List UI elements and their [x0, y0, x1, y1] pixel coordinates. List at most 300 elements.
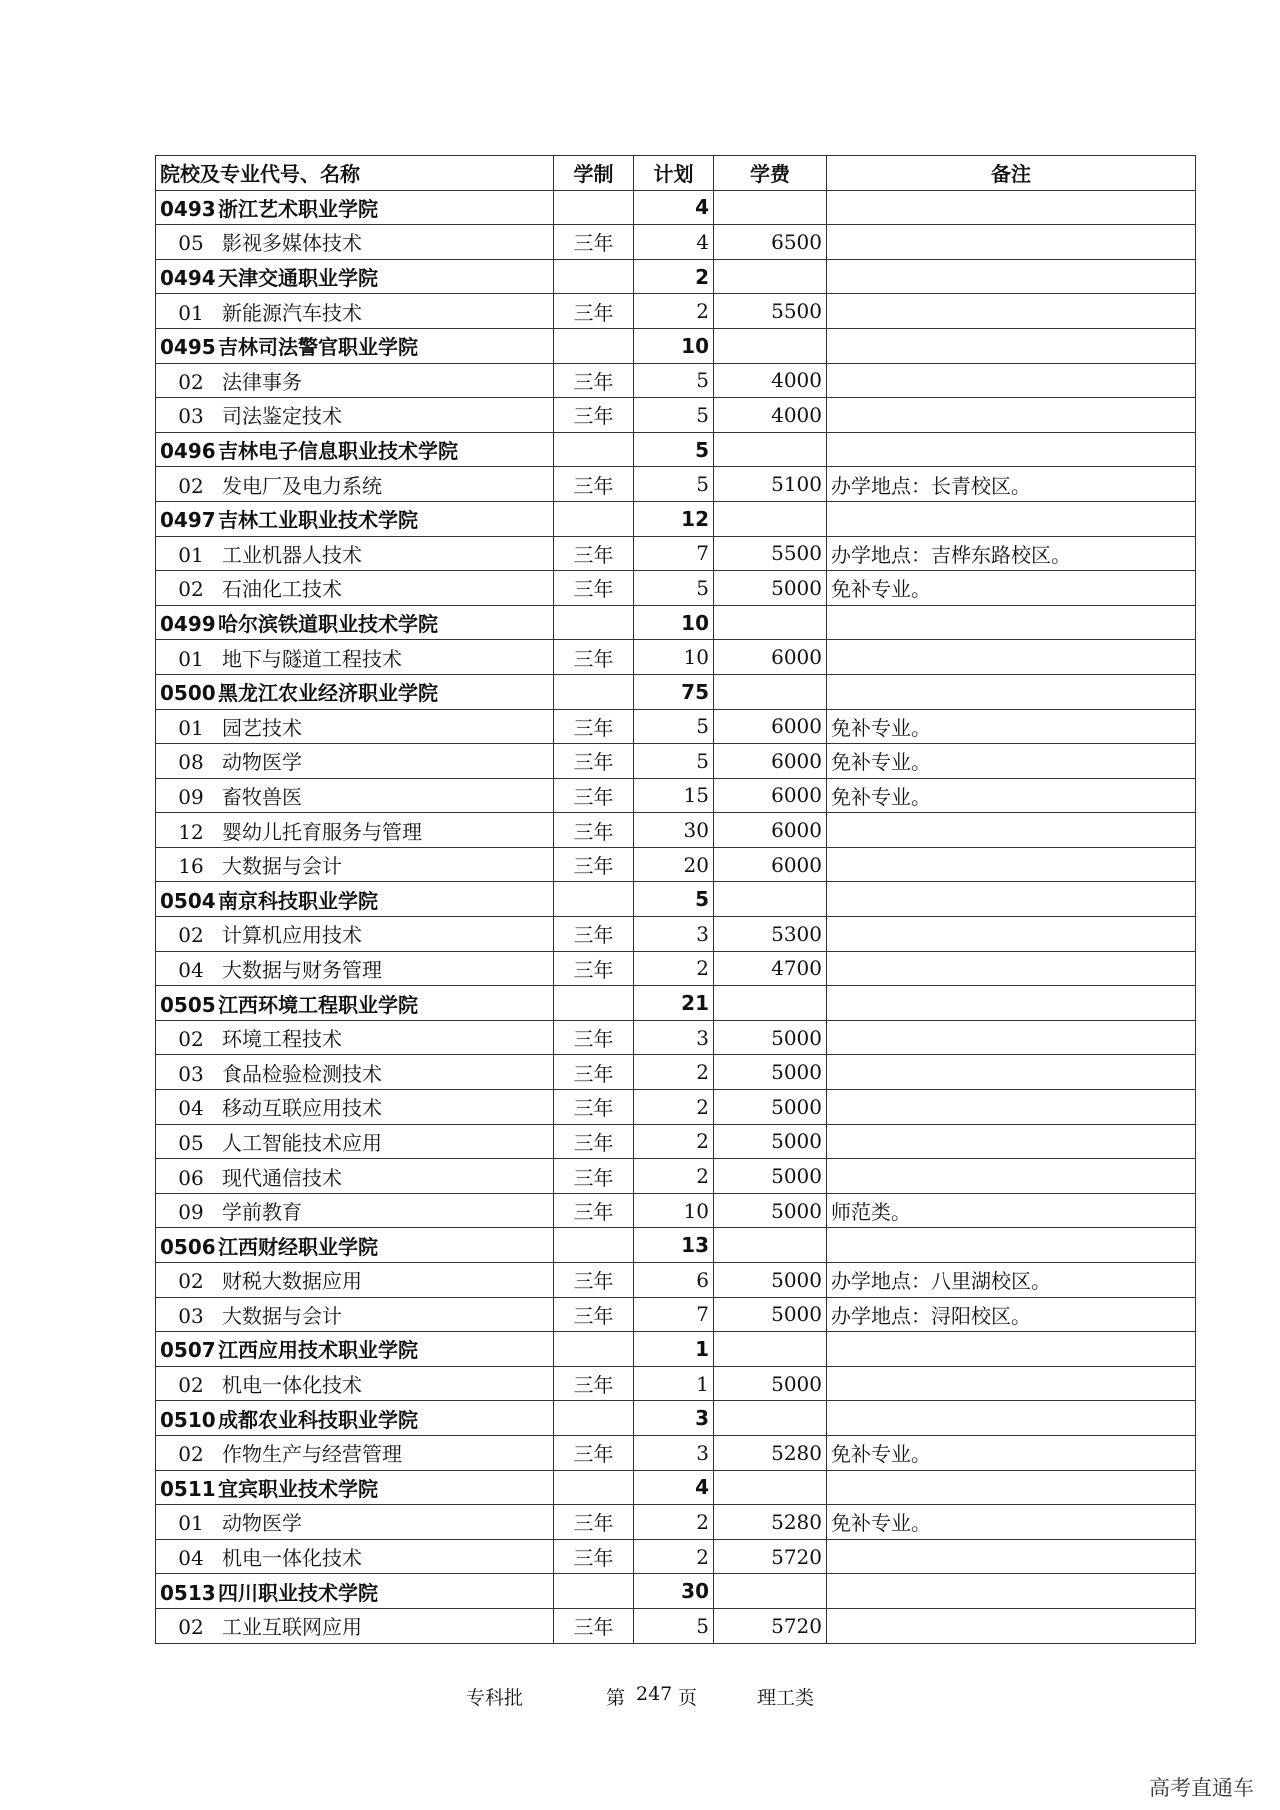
- note-cell: 免补专业。: [827, 778, 1196, 813]
- plan-cell: 5: [634, 571, 714, 606]
- institution-name: 吉林工业职业技术学院: [218, 508, 418, 533]
- major-code: 16: [178, 854, 204, 879]
- major-code: 02: [178, 369, 204, 394]
- plan-cell: 5: [634, 363, 714, 398]
- name-cell: [156, 1401, 554, 1436]
- name-cell: [156, 744, 554, 779]
- major-row: [156, 1297, 1196, 1332]
- fee-cell: [714, 1470, 827, 1505]
- plan-cell: 2: [634, 1124, 714, 1159]
- header-plan: 计划: [634, 156, 714, 191]
- years-cell: [554, 1574, 634, 1609]
- name-cell: [156, 294, 554, 329]
- plan-cell: 5: [634, 709, 714, 744]
- note-cell: [827, 328, 1196, 363]
- name-cell: [156, 1159, 554, 1194]
- institution-row: [156, 432, 1196, 467]
- years-cell: [554, 1470, 634, 1505]
- plan-cell: 10: [634, 328, 714, 363]
- institution-row: [156, 605, 1196, 640]
- plan-cell: 5: [634, 398, 714, 433]
- note-cell: 师范类。: [827, 1193, 1196, 1228]
- major-row: [156, 744, 1196, 779]
- fee-cell: 5500: [714, 536, 827, 571]
- major-code: 03: [178, 404, 204, 429]
- name-cell: [156, 328, 554, 363]
- institution-name: 吉林司法警官职业学院: [218, 335, 418, 360]
- institution-name: 黑龙江农业经济职业学院: [218, 681, 438, 706]
- major-name: 法律事务: [222, 369, 302, 394]
- major-name: 动物医学: [222, 750, 302, 775]
- years-cell: 三年: [554, 1193, 634, 1228]
- note-cell: [827, 432, 1196, 467]
- name-cell: [156, 1505, 554, 1540]
- name-cell: [156, 1090, 554, 1125]
- note-cell: [827, 1055, 1196, 1090]
- major-code: 08: [178, 750, 204, 775]
- fee-cell: [714, 986, 827, 1021]
- major-name: 园艺技术: [222, 715, 302, 740]
- major-name: 现代通信技术: [222, 1165, 342, 1190]
- institution-code: 0493: [160, 196, 216, 221]
- note-cell: [827, 951, 1196, 986]
- note-cell: [827, 1090, 1196, 1125]
- major-name: 畜牧兽医: [222, 784, 302, 809]
- header-name: 院校及专业代号、名称: [156, 156, 554, 191]
- institution-row: [156, 501, 1196, 536]
- fee-cell: [714, 674, 827, 709]
- major-code: 02: [178, 473, 204, 498]
- fee-cell: 5300: [714, 917, 827, 952]
- major-code: 02: [178, 1027, 204, 1052]
- years-cell: [554, 605, 634, 640]
- fee-cell: [714, 1228, 827, 1263]
- institution-row: [156, 1401, 1196, 1436]
- plan-cell: 5: [634, 467, 714, 502]
- years-cell: 三年: [554, 917, 634, 952]
- plan-cell: 10: [634, 1193, 714, 1228]
- note-cell: 办学地点：长青校区。: [827, 467, 1196, 502]
- plan-cell: 10: [634, 640, 714, 675]
- fee-cell: 6000: [714, 813, 827, 848]
- fee-cell: 6000: [714, 709, 827, 744]
- name-cell: [156, 190, 554, 225]
- plan-cell: 4: [634, 1470, 714, 1505]
- years-cell: [554, 882, 634, 917]
- institution-name: 江西应用技术职业学院: [218, 1338, 418, 1363]
- major-row: [156, 1020, 1196, 1055]
- major-code: 02: [178, 1269, 204, 1294]
- plan-cell: 12: [634, 501, 714, 536]
- note-cell: [827, 882, 1196, 917]
- note-cell: [827, 605, 1196, 640]
- major-code: 12: [178, 819, 204, 844]
- note-cell: 免补专业。: [827, 709, 1196, 744]
- plan-cell: 10: [634, 605, 714, 640]
- major-row: [156, 1539, 1196, 1574]
- name-cell: [156, 432, 554, 467]
- fee-cell: [714, 432, 827, 467]
- major-code: 02: [178, 1373, 204, 1398]
- fee-cell: 5000: [714, 1366, 827, 1401]
- major-row: [156, 709, 1196, 744]
- major-code: 02: [178, 577, 204, 602]
- note-cell: [827, 225, 1196, 260]
- major-name: 婴幼儿托育服务与管理: [222, 819, 422, 844]
- fee-cell: [714, 501, 827, 536]
- years-cell: 三年: [554, 1297, 634, 1332]
- name-cell: [156, 1193, 554, 1228]
- major-code: 05: [178, 231, 204, 256]
- years-cell: [554, 1228, 634, 1263]
- years-cell: [554, 259, 634, 294]
- major-name: 作物生产与经营管理: [222, 1442, 402, 1467]
- fee-cell: 5000: [714, 1193, 827, 1228]
- name-cell: [156, 674, 554, 709]
- major-code: 01: [178, 300, 204, 325]
- major-name: 环境工程技术: [222, 1027, 342, 1052]
- institution-code: 0506: [160, 1234, 216, 1259]
- plan-cell: 13: [634, 1228, 714, 1263]
- major-name: 财税大数据应用: [222, 1269, 362, 1294]
- institution-row: [156, 1470, 1196, 1505]
- name-cell: [156, 1608, 554, 1643]
- major-name: 机电一体化技术: [222, 1373, 362, 1398]
- major-name: 大数据与会计: [222, 1303, 342, 1328]
- major-row: [156, 847, 1196, 882]
- name-cell: [156, 605, 554, 640]
- institution-code: 0507: [160, 1338, 216, 1363]
- footer-page-suffix: 页: [678, 1687, 698, 1709]
- years-cell: 三年: [554, 1090, 634, 1125]
- fee-cell: 4700: [714, 951, 827, 986]
- footer-page-number: 247: [636, 1683, 673, 1705]
- years-cell: 三年: [554, 225, 634, 260]
- note-cell: 办学地点：八里湖校区。: [827, 1263, 1196, 1298]
- years-cell: 三年: [554, 398, 634, 433]
- institution-name: 吉林电子信息职业技术学院: [218, 439, 458, 464]
- note-cell: 免补专业。: [827, 571, 1196, 606]
- institution-code: 0497: [160, 508, 216, 533]
- years-cell: 三年: [554, 813, 634, 848]
- years-cell: 三年: [554, 467, 634, 502]
- major-name: 移动互联应用技术: [222, 1096, 382, 1121]
- note-cell: [827, 1574, 1196, 1609]
- years-cell: 三年: [554, 744, 634, 779]
- plan-cell: 15: [634, 778, 714, 813]
- institution-name: 江西环境工程职业学院: [218, 992, 418, 1017]
- plan-cell: 2: [634, 1159, 714, 1194]
- major-name: 机电一体化技术: [222, 1546, 362, 1571]
- years-cell: 三年: [554, 1435, 634, 1470]
- fee-cell: [714, 259, 827, 294]
- institution-row: [156, 986, 1196, 1021]
- name-cell: [156, 882, 554, 917]
- years-cell: [554, 432, 634, 467]
- institution-code: 0510: [160, 1407, 216, 1432]
- years-cell: 三年: [554, 847, 634, 882]
- note-cell: 免补专业。: [827, 1435, 1196, 1470]
- institution-row: [156, 190, 1196, 225]
- fee-cell: 6000: [714, 847, 827, 882]
- major-row: [156, 571, 1196, 606]
- plan-cell: 5: [634, 882, 714, 917]
- name-cell: [156, 467, 554, 502]
- name-cell: [156, 1055, 554, 1090]
- major-row: [156, 1124, 1196, 1159]
- institution-name: 哈尔滨铁道职业技术学院: [218, 612, 438, 637]
- name-cell: [156, 640, 554, 675]
- fee-cell: 5720: [714, 1608, 827, 1643]
- major-row: [156, 294, 1196, 329]
- major-row: [156, 1366, 1196, 1401]
- fee-cell: 5000: [714, 1124, 827, 1159]
- name-cell: [156, 1124, 554, 1159]
- name-cell: [156, 1366, 554, 1401]
- major-row: [156, 951, 1196, 986]
- institution-name: 江西财经职业学院: [218, 1234, 378, 1259]
- note-cell: [827, 398, 1196, 433]
- institution-name: 四川职业技术学院: [218, 1580, 378, 1605]
- institution-code: 0499: [160, 612, 216, 637]
- plan-cell: 5: [634, 432, 714, 467]
- plan-cell: 2: [634, 1090, 714, 1125]
- major-code: 06: [178, 1165, 204, 1190]
- major-code: 03: [178, 1303, 204, 1328]
- name-cell: [156, 398, 554, 433]
- fee-cell: 6500: [714, 225, 827, 260]
- fee-cell: 5000: [714, 571, 827, 606]
- major-row: [156, 1193, 1196, 1228]
- fee-cell: 4000: [714, 363, 827, 398]
- years-cell: 三年: [554, 294, 634, 329]
- plan-cell: 4: [634, 190, 714, 225]
- plan-cell: 1: [634, 1332, 714, 1367]
- note-cell: [827, 1124, 1196, 1159]
- fee-cell: 5000: [714, 1159, 827, 1194]
- years-cell: 三年: [554, 1608, 634, 1643]
- plan-cell: 5: [634, 744, 714, 779]
- note-cell: [827, 813, 1196, 848]
- institution-code: 0500: [160, 681, 216, 706]
- years-cell: 三年: [554, 1159, 634, 1194]
- note-cell: [827, 1332, 1196, 1367]
- major-row: [156, 536, 1196, 571]
- major-code: 02: [178, 1442, 204, 1467]
- name-cell: [156, 1228, 554, 1263]
- major-name: 工业互联网应用: [222, 1615, 362, 1640]
- institution-code: 0494: [160, 266, 216, 291]
- institution-code: 0496: [160, 439, 216, 464]
- major-code: 01: [178, 542, 204, 567]
- note-cell: [827, 1020, 1196, 1055]
- footer-category: 理工类: [757, 1687, 815, 1709]
- fee-cell: 5500: [714, 294, 827, 329]
- major-name: 大数据与财务管理: [222, 957, 382, 982]
- fee-cell: [714, 1574, 827, 1609]
- major-code: 03: [178, 1061, 204, 1086]
- fee-cell: [714, 882, 827, 917]
- years-cell: [554, 1401, 634, 1436]
- note-cell: 免补专业。: [827, 744, 1196, 779]
- years-cell: 三年: [554, 951, 634, 986]
- plan-cell: 2: [634, 294, 714, 329]
- institution-name: 南京科技职业学院: [218, 888, 378, 913]
- plan-cell: 4: [634, 225, 714, 260]
- plan-cell: 6: [634, 1263, 714, 1298]
- plan-cell: 3: [634, 1401, 714, 1436]
- fee-cell: 5000: [714, 1297, 827, 1332]
- note-cell: [827, 674, 1196, 709]
- major-name: 影视多媒体技术: [222, 231, 362, 256]
- years-cell: [554, 328, 634, 363]
- major-row: [156, 398, 1196, 433]
- name-cell: [156, 847, 554, 882]
- fee-cell: 5000: [714, 1020, 827, 1055]
- major-code: 09: [178, 784, 204, 809]
- admission-plan-table: [155, 155, 1196, 1644]
- note-cell: [827, 1608, 1196, 1643]
- major-row: [156, 363, 1196, 398]
- plan-cell: 3: [634, 1020, 714, 1055]
- note-cell: [827, 986, 1196, 1021]
- plan-cell: 5: [634, 1608, 714, 1643]
- note-cell: 免补专业。: [827, 1505, 1196, 1540]
- plan-cell: 75: [634, 674, 714, 709]
- note-cell: [827, 917, 1196, 952]
- major-row: [156, 1505, 1196, 1540]
- major-row: [156, 813, 1196, 848]
- fee-cell: [714, 190, 827, 225]
- years-cell: 三年: [554, 571, 634, 606]
- institution-row: [156, 328, 1196, 363]
- name-cell: [156, 259, 554, 294]
- fee-cell: 5100: [714, 467, 827, 502]
- header-years: 学制: [554, 156, 634, 191]
- major-row: [156, 1159, 1196, 1194]
- major-name: 地下与隧道工程技术: [222, 646, 402, 671]
- name-cell: [156, 1539, 554, 1574]
- watermark: 高考直通车: [1149, 1776, 1254, 1800]
- major-code: 02: [178, 923, 204, 948]
- major-code: 01: [178, 1511, 204, 1536]
- name-cell: [156, 1263, 554, 1298]
- plan-cell: 7: [634, 536, 714, 571]
- fee-cell: [714, 328, 827, 363]
- plan-cell: 2: [634, 259, 714, 294]
- note-cell: [827, 294, 1196, 329]
- fee-cell: [714, 605, 827, 640]
- major-code: 02: [178, 1615, 204, 1640]
- years-cell: 三年: [554, 1366, 634, 1401]
- note-cell: [827, 259, 1196, 294]
- plan-cell: 21: [634, 986, 714, 1021]
- plan-cell: 2: [634, 1539, 714, 1574]
- years-cell: [554, 986, 634, 1021]
- years-cell: [554, 190, 634, 225]
- major-row: [156, 778, 1196, 813]
- fee-cell: 6000: [714, 778, 827, 813]
- institution-row: [156, 882, 1196, 917]
- major-row: [156, 917, 1196, 952]
- name-cell: [156, 778, 554, 813]
- name-cell: [156, 501, 554, 536]
- fee-cell: 6000: [714, 640, 827, 675]
- years-cell: [554, 1332, 634, 1367]
- fee-cell: [714, 1401, 827, 1436]
- major-name: 石油化工技术: [222, 577, 342, 602]
- major-code: 01: [178, 715, 204, 740]
- name-cell: [156, 1435, 554, 1470]
- major-name: 大数据与会计: [222, 854, 342, 879]
- institution-name: 浙江艺术职业学院: [218, 196, 378, 221]
- institution-code: 0505: [160, 992, 216, 1017]
- fee-cell: 5720: [714, 1539, 827, 1574]
- note-cell: 办学地点：吉桦东路校区。: [827, 536, 1196, 571]
- note-cell: [827, 1159, 1196, 1194]
- major-code: 09: [178, 1200, 204, 1225]
- institution-name: 天津交通职业学院: [218, 266, 378, 291]
- note-cell: 办学地点：浔阳校区。: [827, 1297, 1196, 1332]
- major-code: 05: [178, 1130, 204, 1155]
- name-cell: [156, 709, 554, 744]
- note-cell: [827, 1366, 1196, 1401]
- major-name: 工业机器人技术: [222, 542, 362, 567]
- name-cell: [156, 1332, 554, 1367]
- years-cell: 三年: [554, 536, 634, 571]
- major-row: [156, 467, 1196, 502]
- plan-cell: 30: [634, 1574, 714, 1609]
- major-row: [156, 1435, 1196, 1470]
- fee-cell: 6000: [714, 744, 827, 779]
- institution-code: 0495: [160, 335, 216, 360]
- institution-row: [156, 1574, 1196, 1609]
- plan-cell: 1: [634, 1366, 714, 1401]
- major-name: 学前教育: [222, 1200, 302, 1225]
- years-cell: [554, 501, 634, 536]
- major-name: 发电厂及电力系统: [222, 473, 382, 498]
- fee-cell: 5280: [714, 1505, 827, 1540]
- header-note: 备注: [827, 156, 1196, 191]
- major-row: [156, 640, 1196, 675]
- major-row: [156, 1263, 1196, 1298]
- major-name: 司法鉴定技术: [222, 404, 342, 429]
- header-fee: 学费: [714, 156, 827, 191]
- plan-cell: 20: [634, 847, 714, 882]
- name-cell: [156, 1470, 554, 1505]
- institution-name: 宜宾职业技术学院: [218, 1476, 378, 1501]
- major-name: 食品检验检测技术: [222, 1061, 382, 1086]
- fee-cell: 5000: [714, 1090, 827, 1125]
- institution-row: [156, 1228, 1196, 1263]
- major-row: [156, 1055, 1196, 1090]
- plan-cell: 2: [634, 1505, 714, 1540]
- name-cell: [156, 951, 554, 986]
- years-cell: [554, 674, 634, 709]
- name-cell: [156, 986, 554, 1021]
- plan-cell: 3: [634, 917, 714, 952]
- note-cell: [827, 501, 1196, 536]
- major-row: [156, 1090, 1196, 1125]
- name-cell: [156, 813, 554, 848]
- table-header-row: [156, 156, 1196, 191]
- institution-name: 成都农业科技职业学院: [218, 1407, 418, 1432]
- plan-cell: 2: [634, 951, 714, 986]
- years-cell: 三年: [554, 1263, 634, 1298]
- major-code: 04: [178, 1096, 204, 1121]
- note-cell: [827, 847, 1196, 882]
- name-cell: [156, 917, 554, 952]
